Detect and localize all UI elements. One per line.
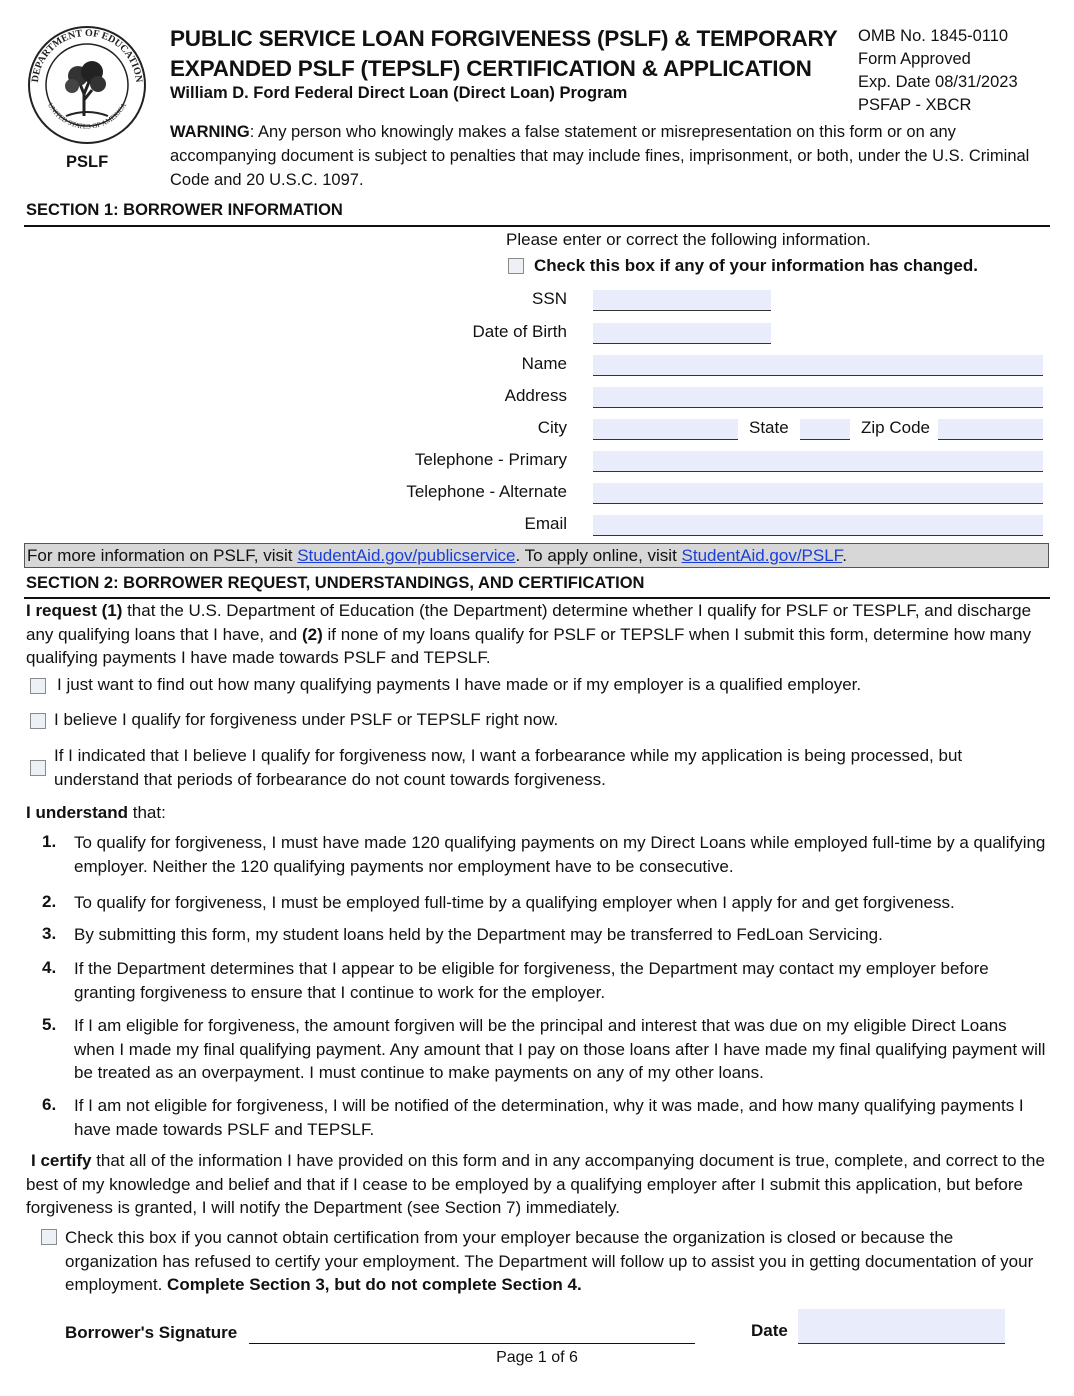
request-bold-b: (2) — [301, 624, 323, 644]
seal-text-bottom: UNITED STATES OF AMERICA — [46, 101, 128, 131]
state-label: State — [749, 418, 789, 437]
section-1-instruction: Please enter or correct the following information. — [506, 230, 871, 249]
seal-text-top: DEPARTMENT OF EDUCATION — [29, 27, 145, 84]
form-code-label: PSLF — [66, 153, 109, 171]
warning-body: : Any person who knowingly makes a false statement or misrepresentation on this form or on any accompanying document is subject to penalties that may include fines, imprisonment, or both, under the U.S. Criminal Code and 20 U.S.C. 1097. — [170, 123, 1030, 189]
request-paragraph — [26, 599, 1048, 670]
dob-label: Date of Birth — [472, 322, 567, 341]
understanding-3-number: 3. — [42, 924, 57, 943]
dob-field[interactable] — [593, 323, 771, 344]
section-1-rule — [24, 225, 1050, 227]
section-1-heading: SECTION 1: BORROWER INFORMATION — [26, 201, 343, 219]
understanding-1-number: 1. — [42, 832, 57, 851]
info-text-2: . To apply online, visit — [515, 546, 682, 565]
phone-alternate-field[interactable] — [593, 483, 1043, 504]
publicservice-link[interactable]: StudentAid.gov/publicservice — [297, 546, 516, 565]
request-text-a: that the U.S. Department of Education (the Department) determine whether I qualify for PSLF or TESPLF, and discharge any qualifying loans that I have, and — [26, 601, 1032, 644]
request-lead: I request (1) — [26, 601, 123, 620]
form-subtitle: William D. Ford Federal Direct Loan (Direct Loan) Program — [170, 84, 628, 102]
phone-primary-field[interactable] — [593, 451, 1043, 472]
forbearance-checkbox[interactable] — [30, 760, 46, 776]
qualify-now-checkbox[interactable] — [30, 713, 46, 729]
phone-alternate-label: Telephone - Alternate — [406, 482, 567, 501]
certify-lead: I certify — [31, 1151, 92, 1170]
address-field[interactable] — [593, 387, 1043, 408]
email-field[interactable] — [593, 515, 1043, 536]
certify-text: that all of the information I have provided on this form and in any accompanying document is true, complete, and correct to the best of my knowledge and belief and that if I cease to be employed by a qualifying employer after I submit this application, but before forgiveness is granted, I will notify the Department (see Section 7) immediately. — [26, 1151, 1045, 1217]
request-text-b: if none of my loans qualify for PSLF or TEPSLF when I submit this form, determine how many qualifying payments I have made towards PSLF and TEPSLF. — [26, 624, 1032, 667]
info-changed-checkbox[interactable] — [508, 258, 524, 274]
info-text-1: For more information on PSLF, visit — [27, 546, 298, 565]
zip-label: Zip Code — [861, 418, 930, 437]
svg-text:UNITED STATES OF AMERICA — [46, 102, 128, 131]
phone-primary-label: Telephone - Primary — [414, 450, 567, 469]
omb-number: OMB No. 1845-0110 — [858, 27, 1009, 45]
certify-paragraph — [26, 1149, 1048, 1220]
understanding-4-number: 4. — [42, 958, 57, 977]
understanding-2-number: 2. — [42, 892, 57, 911]
employer-closed-bold: Complete Section 3, but do not complete Section 4. — [167, 1275, 582, 1294]
understand-lead: I understand — [26, 803, 129, 822]
understanding-4-text: If the Department determines that I appear to be eligible for forgiveness, the Department may contact my employer before granting forgiveness to ensure that I continue to work for the employer. — [74, 959, 989, 1002]
info-text-3: . — [842, 546, 847, 565]
employer-closed-body: Check this box if you cannot obtain certification from your employer because the organization is closed or because the organization has refused to certify your employment. The Department will follow up to assist you in getting documentation of your employment. — [65, 1228, 1034, 1294]
understanding-6-text: If I am not eligible for forgiveness, I will be notified of the determination, why it was made, and how many qualifying payments I have made towards PSLF and TEPSLF. — [74, 1096, 1024, 1139]
state-field[interactable] — [800, 419, 850, 440]
pslf-link[interactable]: StudentAid.gov/PSLF — [681, 546, 843, 565]
form-title — [170, 24, 838, 84]
employer-closed-text — [65, 1226, 1047, 1297]
form-approved: Form Approved — [858, 50, 971, 68]
email-label: Email — [524, 514, 567, 533]
signature-field[interactable] — [249, 1321, 695, 1344]
employer-closed-checkbox[interactable] — [41, 1229, 57, 1245]
form-id: PSFAP - XBCR — [858, 96, 972, 114]
understand-tail: that: — [128, 803, 166, 822]
qualify-now-option: I believe I qualify for forgiveness under PSLF or TEPSLF right now. — [54, 710, 559, 729]
ssn-label: SSN — [532, 289, 567, 308]
title-line-1: PUBLIC SERVICE LOAN FORGIVENESS (PSLF) & TEMPORARY — [170, 26, 838, 51]
understanding-1-text: To qualify for forgiveness, I must have made 120 qualifying payments on my Direct Loans while employed full-time by a qualifying employer. Neither the 120 qualifying payments nor employment have to be consecutive. — [74, 833, 1046, 876]
city-field[interactable] — [593, 419, 738, 440]
section-2-heading: SECTION 2: BORROWER REQUEST, UNDERSTANDINGS, AND CERTIFICATION — [26, 574, 645, 592]
exp-date: Exp. Date 08/31/2023 — [858, 73, 1018, 91]
info-changed-label: Check this box if any of your information has changed. — [534, 256, 978, 275]
signature-label: Borrower's Signature — [65, 1323, 238, 1342]
zip-field[interactable] — [938, 419, 1043, 440]
page-number: Page 1 of 6 — [496, 1349, 578, 1366]
department-of-education-seal — [26, 24, 148, 146]
count-payments-option: I just want to find out how many qualifying payments I have made or if my employer is a qualified employer. — [57, 675, 862, 694]
warning-label: WARNING — [170, 123, 250, 141]
date-field[interactable] — [798, 1309, 1005, 1344]
forbearance-option: If I indicated that I believe I qualify for forgiveness now, I want a forbearance while my application is being processed, but understand that periods of forbearance do not count towards forgiveness. — [54, 746, 963, 789]
understanding-2-text: To qualify for forgiveness, I must be employed full-time by a qualifying employer when I apply for and get forgiveness. — [74, 893, 955, 912]
understand-lead-line — [26, 803, 166, 823]
understanding-6-number: 6. — [42, 1095, 57, 1114]
city-label: City — [537, 418, 567, 437]
understanding-5-number: 5. — [42, 1015, 57, 1034]
understanding-3-text: By submitting this form, my student loans held by the Department may be transferred to FedLoan Servicing. — [74, 925, 883, 944]
warning-text — [170, 120, 1050, 192]
understanding-5-text: If I am eligible for forgiveness, the amount forgiven will be the principal and interest that was due on my eligible Direct Loans when I made my final qualifying payment. Any amount that I pay on those loans after I have made my final qualifying payment will be treated as an overpayment. I must continue to make payments on any of my other loans. — [74, 1016, 1046, 1082]
count-payments-checkbox[interactable] — [30, 678, 46, 694]
ssn-field[interactable] — [593, 290, 771, 311]
name-label: Name — [521, 354, 567, 373]
address-label: Address — [504, 386, 567, 405]
title-line-2: EXPANDED PSLF (TEPSLF) CERTIFICATION & APPLICATION — [170, 56, 812, 81]
more-info-bar — [24, 543, 1049, 568]
date-label: Date — [751, 1321, 788, 1340]
omb-info — [858, 25, 1018, 117]
name-field[interactable] — [593, 355, 1043, 376]
